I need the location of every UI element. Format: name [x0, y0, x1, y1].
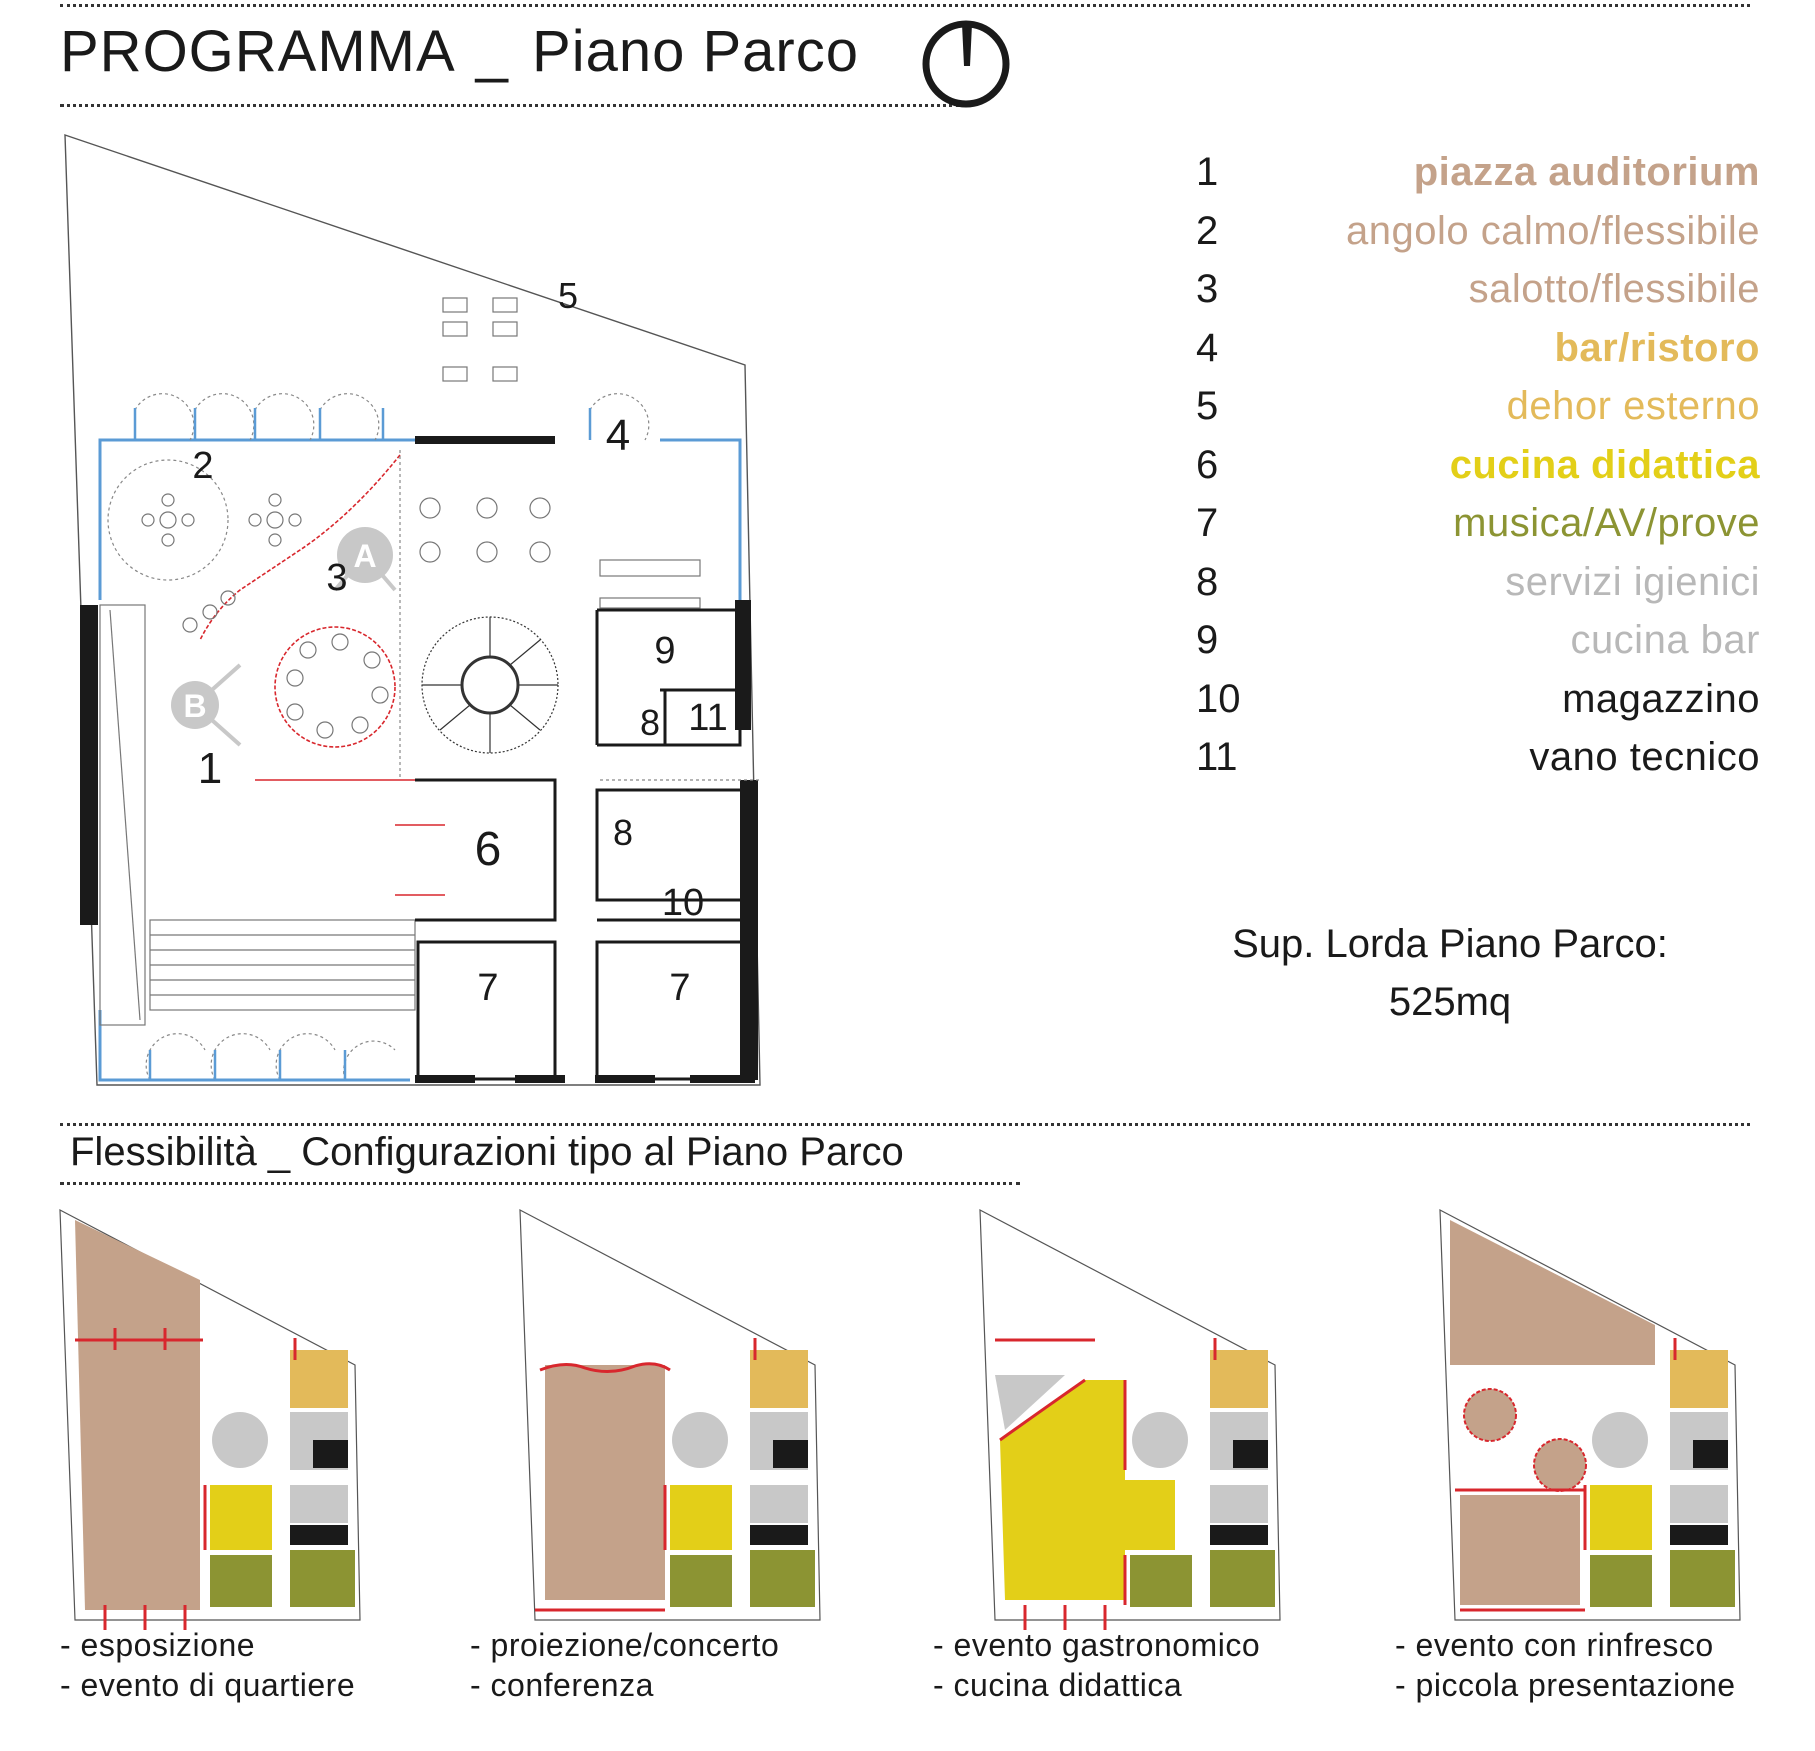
room-label: 9 [654, 630, 676, 672]
room-label: 8 [612, 812, 634, 853]
room-label: 6 [474, 823, 502, 876]
legend-label: dehor esterno [1506, 384, 1760, 428]
legend-row [1190, 384, 1760, 443]
caption-line-1: - esposizione [60, 1627, 256, 1663]
legend-number: 11 [1196, 735, 1238, 779]
legend-row [1190, 501, 1760, 560]
legend-label: vano tecnico [1529, 735, 1760, 779]
room-label: 11 [688, 697, 728, 739]
legend-label: angolo calmo/flessibile [1346, 208, 1760, 253]
flex-dotted-rule-top [60, 1123, 1750, 1126]
caption-config-2 [470, 1625, 779, 1705]
legend-label: cucina didattica [1449, 442, 1760, 487]
gross-area [1180, 915, 1720, 1031]
legend-row [1190, 677, 1760, 736]
room-label: 10 [661, 882, 705, 924]
legend-row [1190, 560, 1760, 619]
flex-title: Flessibilità _ Configurazioni tipo al Piano Parco [70, 1130, 904, 1174]
caption-line-2: - piccola presentazione [1395, 1667, 1736, 1703]
flex-dotted-rule-bottom [60, 1182, 1020, 1185]
caption-line-2: - conferenza [470, 1667, 654, 1703]
caption-line-1: - evento gastronomico [933, 1627, 1261, 1663]
floor-plan [0, 120, 830, 1110]
room-label: 8 [639, 702, 661, 743]
config-rinfresco [1435, 1200, 1765, 1630]
legend-label: cucina bar [1570, 618, 1760, 662]
area-number: 525 [1388, 980, 1456, 1024]
title-main: PROGRAMMA [60, 19, 453, 84]
caption-line-2: - evento di quartiere [60, 1667, 356, 1703]
legend-label: bar/ristoro [1554, 325, 1760, 370]
legend-row [1190, 209, 1760, 268]
legend-number: 9 [1196, 618, 1219, 662]
caption-config-3 [933, 1625, 1260, 1705]
legend-row [1190, 443, 1760, 502]
room-label: 7 [477, 967, 499, 1009]
caption-line-2: - cucina didattica [933, 1667, 1183, 1703]
legend-row [1190, 735, 1760, 794]
legend-number: 4 [1196, 325, 1219, 370]
room-legend [1190, 150, 1760, 794]
config-gastronomico [975, 1200, 1305, 1630]
north-arrow-icon [920, 18, 1012, 110]
legend-number: 2 [1196, 208, 1219, 253]
legend-row [1190, 618, 1760, 677]
room-label: 3 [326, 557, 348, 599]
legend-number: 5 [1196, 384, 1219, 428]
section-marker-label: B [183, 688, 207, 724]
title-dotted-rule [60, 104, 960, 107]
room-label: 4 [605, 411, 631, 460]
room-label: 7 [669, 967, 691, 1009]
legend-number: 10 [1196, 676, 1241, 721]
legend-number: 1 [1196, 150, 1219, 194]
page-title [60, 18, 859, 85]
legend-row [1190, 267, 1760, 326]
room-label: 1 [197, 744, 223, 793]
caption-config-1 [60, 1625, 355, 1705]
caption-config-4 [1395, 1625, 1736, 1705]
legend-label: musica/AV/prove [1453, 501, 1760, 545]
legend-label: piazza auditorium [1413, 150, 1760, 194]
legend-label: salotto/flessibile [1468, 267, 1760, 311]
top-dotted-rule [60, 4, 1750, 7]
legend-label: magazzino [1562, 676, 1760, 721]
area-value [1180, 973, 1720, 1031]
section-marker-label: A [353, 538, 377, 574]
legend-number: 7 [1196, 501, 1219, 545]
legend-number: 3 [1196, 267, 1219, 311]
config-esposizione [55, 1200, 385, 1630]
legend-number: 6 [1196, 442, 1219, 487]
title-subtitle: Piano Parco [532, 19, 859, 84]
room-label: 2 [192, 445, 214, 487]
title-separator: _ [475, 19, 509, 84]
area-unit: mq [1455, 980, 1512, 1024]
config-proiezione [515, 1200, 845, 1630]
caption-line-1: - proiezione/concerto [470, 1627, 780, 1663]
legend-number: 8 [1196, 559, 1219, 604]
caption-line-1: - evento con rinfresco [1395, 1627, 1714, 1663]
area-label: Sup. Lorda Piano Parco: [1232, 922, 1668, 966]
room-label: 5 [557, 275, 579, 316]
legend-row [1190, 326, 1760, 385]
legend-row [1190, 150, 1760, 209]
legend-label: servizi igienici [1505, 559, 1760, 604]
